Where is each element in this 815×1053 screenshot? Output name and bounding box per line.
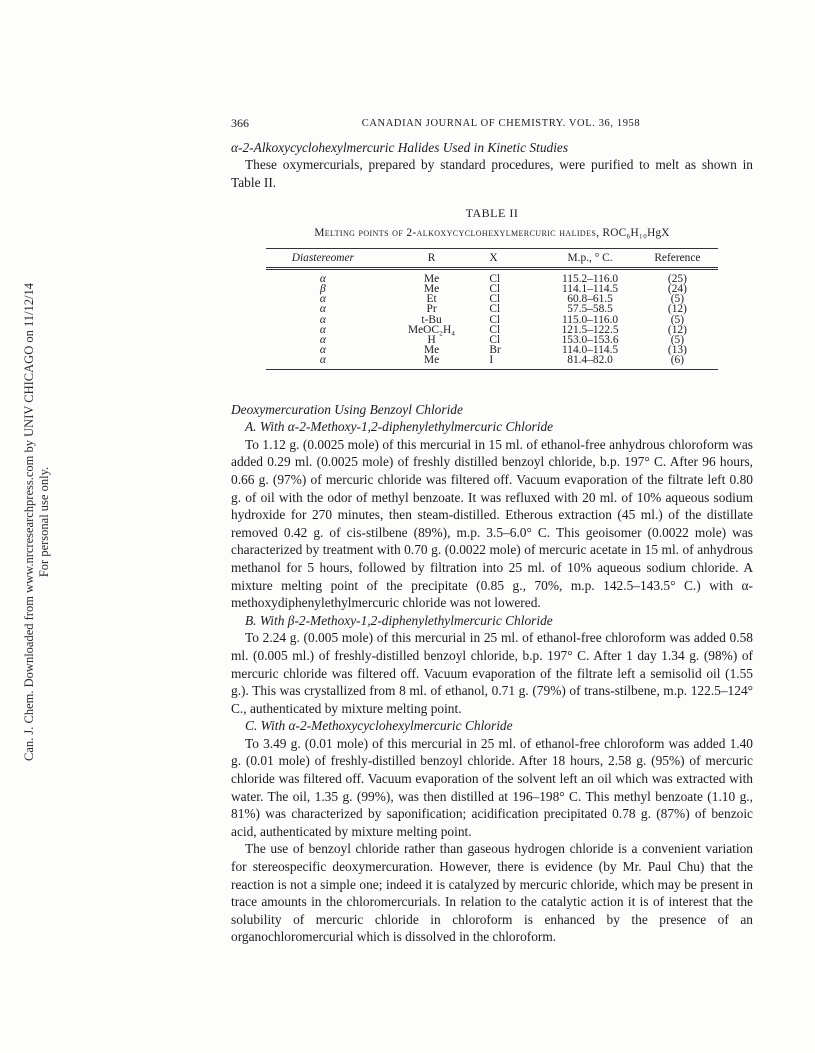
column-header-melting-point: M.p., ° C. bbox=[543, 248, 636, 268]
cell-diastereomer: α bbox=[319, 303, 326, 316]
column-header-halide: X bbox=[483, 248, 543, 268]
cell-halide: Br bbox=[489, 344, 501, 357]
cell-r-group: Me bbox=[423, 344, 440, 357]
cell-melting-point: 115.2–116.0 bbox=[562, 272, 619, 285]
cell-r-group: H bbox=[427, 333, 436, 346]
table-caption-formula: ROC₆H₁₀HgX bbox=[602, 226, 670, 239]
cell-reference: (24) bbox=[667, 282, 687, 295]
watermark-line-1: Can. J. Chem. Downloaded from www.nrcresearchpress.com by UNIV CHICAGO on 11/12/14 bbox=[22, 283, 36, 761]
cell-r-group: Et bbox=[426, 293, 437, 306]
section-heading-deoxymercuration: Deoxymercuration Using Benzoyl Chloride bbox=[231, 401, 463, 417]
cell-diastereomer: α bbox=[319, 313, 326, 326]
cell-melting-point: 114.0–114.5 bbox=[562, 344, 619, 357]
paragraph-b: To 2.24 g. (0.005 mole) of this mercurial in 25 ml. of ethanol-free chloroform was added 0.58 ml. (0.005 ml.) of freshly-distilled benzoyl chloride, b.p. 197° C. After 1 day 1.34 g. (98%) of mercuric chloride was filtered off. Vacuum evaporation of the filtrate left a semisolid oil (1.55 g.). This was crystallized from 8 ml. of ethanol, 0.71 g. (79%) of trans-stilbene, m.p. 122.5–124° C., authenticated by mixture melting point. bbox=[231, 630, 753, 716]
table-row bbox=[266, 268, 718, 284]
subsection-c-heading: C. With α-2-Methoxycyclohexylmercuric Chloride bbox=[245, 718, 513, 734]
cell-reference: (5) bbox=[670, 313, 685, 326]
paragraph-c: To 3.49 g. (0.01 mole) of this mercurial in 25 ml. of ethanol-free chloroform was added 1.40 g. (0.01 mole) of freshly-distilled benzoyl chloride. After 18 hours, 2.58 g. (95%) of mercuric chloride was filtered off. Vacuum evaporation of the solvent left an oil which was extracted with water. The oil, 1.35 g. (99%), was then distilled at 196–198° C. This methyl benzoate (1.10 g., 81%) was characterized by saponification; acidification precipitated 0.78 g. (87%) of benzoic acid, authenticated by mixture melting point. bbox=[231, 735, 753, 839]
cell-reference: (12) bbox=[667, 323, 687, 336]
cell-halide: Cl bbox=[489, 272, 501, 285]
paragraph-halides: These oxymercurials, prepared by standard procedures, were purified to melt as shown in Table II. bbox=[231, 157, 753, 190]
table-body bbox=[266, 268, 718, 369]
cell-reference: (5) bbox=[670, 293, 685, 306]
table-title: TABLE II bbox=[465, 206, 519, 221]
download-watermark bbox=[22, 232, 51, 812]
paragraph-discussion: The use of benzoyl chloride rather than gaseous hydrogen chloride is a convenient variation for stereospecific deoxymercuration. However, there is evidence (by Mr. Paul Chu) that the reaction is not a simple one; indeed it is catalyzed by mercuric chloride, which may be present in trace amounts in the chloromercurials. In relation to the catalytic action it is of interest that the solubility of mercuric chloride in chloroform is enhanced by the presence of an organochloromercurial which is dissolved in the chloroform. bbox=[231, 841, 753, 945]
cell-r-group: Me bbox=[423, 272, 440, 285]
article-body bbox=[231, 115, 753, 946]
page-number: 366 bbox=[231, 116, 249, 130]
cell-diastereomer: α bbox=[319, 272, 326, 285]
cell-melting-point: 60.8–61.5 bbox=[567, 293, 613, 306]
journal-title: CANADIAN JOURNAL OF CHEMISTRY. VOL. 36, 1958 bbox=[361, 118, 641, 129]
cell-halide: Cl bbox=[489, 333, 501, 346]
cell-halide: Cl bbox=[489, 293, 501, 306]
cell-melting-point: 81.4–82.0 bbox=[543, 355, 636, 369]
cell-reference: (6) bbox=[637, 355, 718, 369]
cell-halide: Cl bbox=[489, 313, 501, 326]
cell-melting-point: 114.1–114.5 bbox=[562, 282, 619, 295]
cell-diastereomer: α bbox=[319, 323, 326, 336]
watermark-line-2: For personal use only. bbox=[37, 466, 51, 578]
cell-melting-point: 121.5–122.5 bbox=[561, 323, 619, 336]
cell-diastereomer: α bbox=[319, 344, 326, 357]
table-caption bbox=[231, 225, 753, 243]
cell-diastereomer: α bbox=[319, 333, 326, 346]
cell-r-group: MeOC₂H₄ bbox=[407, 323, 456, 336]
subsection-b-heading: B. With β-2-Methoxy-1,2-diphenylethylmercuric Chloride bbox=[245, 612, 553, 628]
cell-reference: (13) bbox=[667, 344, 687, 357]
table-caption-text: Melting points of 2-alkoxycyclohexylmercuric halides, bbox=[314, 226, 600, 239]
cell-melting-point: 153.0–153.6 bbox=[561, 333, 619, 346]
column-header-diastereomer: Diastereomer bbox=[266, 248, 380, 268]
section-heading-halides: α-2-Alkoxycyclohexylmercuric Halides Used in Kinetic Studies bbox=[231, 139, 569, 155]
cell-halide: Cl bbox=[489, 303, 501, 316]
running-head bbox=[231, 115, 753, 133]
cell-r-group: Me bbox=[380, 355, 484, 369]
subsection-a-heading: A. With α-2-Methoxy-1,2-diphenylethylmercuric Chloride bbox=[245, 419, 554, 435]
cell-r-group: Pr bbox=[426, 303, 437, 316]
cell-diastereomer: β bbox=[320, 282, 326, 295]
column-header-r-group: R bbox=[380, 248, 484, 268]
cell-melting-point: 57.5–58.5 bbox=[567, 303, 613, 316]
cell-diastereomer: α bbox=[266, 355, 380, 369]
cell-melting-point: 115.0–116.0 bbox=[562, 313, 619, 326]
cell-r-group: t-Bu bbox=[421, 313, 442, 326]
melting-points-table bbox=[266, 248, 718, 370]
cell-r-group: Me bbox=[423, 282, 440, 295]
cell-halide: I bbox=[483, 355, 543, 369]
cell-halide: Cl bbox=[489, 323, 501, 336]
table-row bbox=[266, 355, 718, 369]
table-header-row bbox=[266, 248, 718, 268]
cell-reference: (12) bbox=[667, 303, 687, 316]
cell-reference: (25) bbox=[667, 272, 687, 285]
cell-halide: Cl bbox=[489, 282, 501, 295]
cell-reference: (5) bbox=[670, 333, 685, 346]
column-header-reference: Reference bbox=[637, 248, 718, 268]
cell-diastereomer: α bbox=[319, 293, 326, 306]
paragraph-a: To 1.12 g. (0.0025 mole) of this mercurial in 15 ml. of ethanol-free anhydrous chloroform was added 0.29 ml. (0.0025 mole) of freshly distilled benzoyl chloride, b.p. 197° C. After 96 hours, 0.66 g. (97%) of mercuric chloride was filtered off. Vacuum evaporation of the filtrate left 0.80 g. of oil with the odor of methyl benzoate. It was refluxed with 20 ml. of 10% aqueous sodium hydroxide for 270 minutes, then steam-distilled. Etherous extraction (45 ml.) of the distillate removed 0.42 g. of cis-stilbene (89%), m.p. 3.5–6.0° C. This geoisomer (0.0022 mole) was characterized by treatment with 0.70 g. (0.0022 mole) of mercuric acetate in 15 ml. of anhydrous methanol for 5 hours, followed by filtration into 25 ml. of 10% aqueous sodium chloride. A mixture melting point of the precipitate (0.85 g., 70%, m.p. 142.5–143.5° C.) with α-methoxydiphenylethylmercuric chloride was not lowered. bbox=[231, 436, 753, 611]
